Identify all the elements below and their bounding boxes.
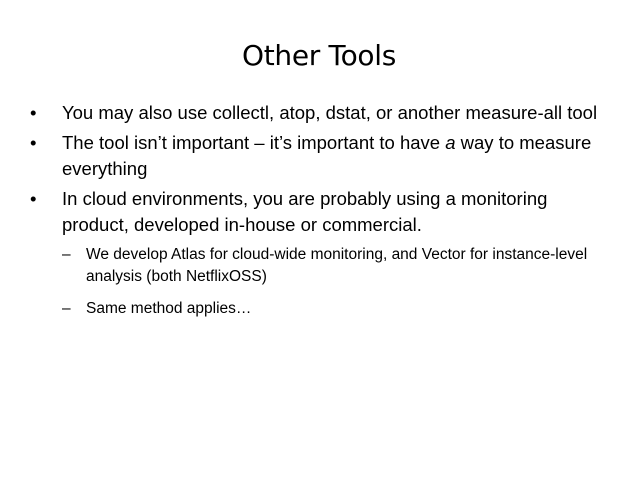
bullet-marker: • bbox=[30, 188, 37, 209]
slide-title: Other Tools bbox=[241, 39, 397, 72]
bullet-marker: • bbox=[30, 132, 37, 153]
bullet-text-after: way to measure everything bbox=[62, 132, 592, 179]
sub-bullet-text: Same method applies… bbox=[86, 300, 252, 317]
sub-bullet-marker: – bbox=[62, 300, 71, 317]
bullet-text-before: The tool isn’t important – it’s important to have bbox=[62, 132, 446, 153]
bullet-text: You may also use collectl, atop, dstat, or another measure-all tool bbox=[62, 102, 598, 123]
bullet-text: In cloud environments, you are probably using a monitoring product, developed in-house or commercial. bbox=[62, 188, 548, 235]
sub-bullet-item bbox=[62, 244, 618, 288]
bullet-item bbox=[28, 130, 618, 182]
bullet-text-emphasis: a bbox=[445, 132, 456, 153]
sub-bullet-text: We develop Atlas for cloud-wide monitoring, and Vector for instance-level analysis (both NetflixOSS) bbox=[86, 246, 588, 285]
bullet-text bbox=[62, 132, 591, 179]
bullet-item bbox=[28, 100, 618, 126]
sub-bullet-marker: – bbox=[62, 246, 71, 263]
bullet-list bbox=[28, 100, 618, 330]
bullet-marker: • bbox=[30, 102, 37, 123]
sub-bullet-item bbox=[62, 298, 618, 320]
sub-bullet-list bbox=[62, 244, 618, 320]
bullet-item bbox=[28, 186, 618, 320]
